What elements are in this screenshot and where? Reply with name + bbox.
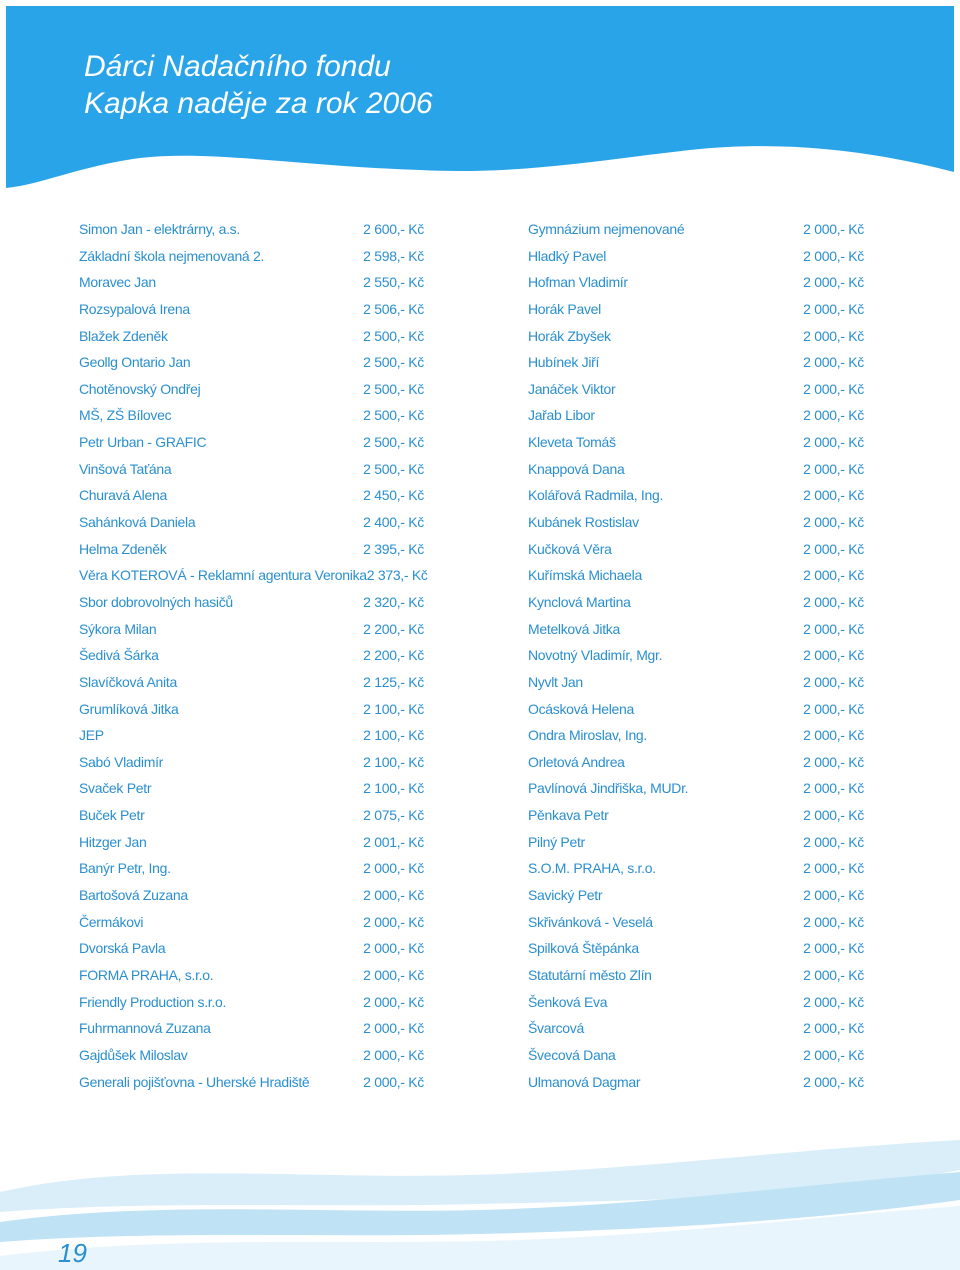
donor-name: Nyvlt Jan <box>528 673 583 690</box>
donor-row <box>79 1069 424 1096</box>
donor-row <box>79 829 424 856</box>
donor-name: Pilný Petr <box>528 833 585 850</box>
donor-row <box>79 935 424 962</box>
donor-name: Kubánek Rostislav <box>528 514 639 531</box>
donor-row <box>528 642 864 669</box>
donor-amount: 2 200,- Kč <box>363 647 424 664</box>
donor-amount: 2 125,- Kč <box>363 673 424 690</box>
donor-row <box>79 429 424 456</box>
donor-row <box>79 882 424 909</box>
donor-row <box>79 456 424 483</box>
donor-name: Churavá Alena <box>79 487 167 504</box>
donor-amount: 2 500,- Kč <box>363 354 424 371</box>
donor-amount: 2 100,- Kč <box>363 700 424 717</box>
donor-amount: 2 400,- Kč <box>363 514 424 531</box>
donor-name: Věra KOTEROVÁ - Reklamní agentura Veronika <box>79 567 367 584</box>
donor-row <box>79 589 424 616</box>
donor-name: Dvorská Pavla <box>79 940 166 957</box>
donor-name: FORMA PRAHA, s.r.o. <box>79 966 214 983</box>
donor-name: Chotěnovský Ondřej <box>79 380 201 397</box>
donor-amount: 2 000,- Kč <box>363 1046 424 1063</box>
donor-row <box>528 616 864 643</box>
donor-row <box>528 935 864 962</box>
donor-amount: 2 395,- Kč <box>363 540 424 557</box>
donor-amount: 2 000,- Kč <box>803 807 864 824</box>
donor-row <box>79 323 424 350</box>
donor-name: Petr Urban - GRAFIC <box>79 434 207 451</box>
donor-row <box>528 989 864 1016</box>
donor-row <box>79 696 424 723</box>
donor-amount: 2 100,- Kč <box>363 727 424 744</box>
donor-row <box>528 962 864 989</box>
donor-row <box>79 1015 424 1042</box>
donor-name: Moravec Jan <box>79 274 156 291</box>
donor-amount: 2 000,- Kč <box>803 620 864 637</box>
donor-amount: 2 000,- Kč <box>803 1073 864 1090</box>
donor-row <box>528 402 864 429</box>
donor-amount: 2 506,- Kč <box>363 300 424 317</box>
donor-row <box>528 216 864 243</box>
donor-row <box>79 722 424 749</box>
page-title <box>84 48 433 122</box>
donor-row <box>528 669 864 696</box>
donor-name: Savický Petr <box>528 887 603 904</box>
donor-name: Švarcová <box>528 1020 584 1037</box>
donor-name: Geollg Ontario Jan <box>79 354 191 371</box>
donor-amount: 2 000,- Kč <box>363 1073 424 1090</box>
donor-row <box>528 749 864 776</box>
donor-name: Ondra Miroslav, Ing. <box>528 727 648 744</box>
donor-name: Knappová Dana <box>528 460 625 477</box>
donor-row <box>528 509 864 536</box>
donor-row <box>79 376 424 403</box>
donor-row <box>528 696 864 723</box>
donor-name: Svaček Petr <box>79 780 152 797</box>
donor-row <box>79 775 424 802</box>
donor-row <box>528 323 864 350</box>
donor-name: Janáček Viktor <box>528 380 616 397</box>
donor-amount: 2 000,- Kč <box>363 887 424 904</box>
donor-name: Bartošová Zuzana <box>79 887 188 904</box>
donor-row <box>528 1015 864 1042</box>
donor-name: Friendly Production s.r.o. <box>79 993 227 1010</box>
donor-row <box>528 429 864 456</box>
donor-name: Kučková Věra <box>528 540 612 557</box>
donor-amount: 2 500,- Kč <box>363 380 424 397</box>
donor-row <box>79 509 424 536</box>
donor-row <box>528 589 864 616</box>
donor-row <box>528 855 864 882</box>
donor-amount: 2 000,- Kč <box>803 913 864 930</box>
donor-amount: 2 075,- Kč <box>363 807 424 824</box>
donor-amount: 2 000,- Kč <box>363 966 424 983</box>
donor-row <box>528 243 864 270</box>
donor-amount: 2 000,- Kč <box>803 460 864 477</box>
donor-row <box>528 802 864 829</box>
donor-name: Hofman Vladimír <box>528 274 628 291</box>
donor-row <box>528 456 864 483</box>
donor-row <box>528 296 864 323</box>
donor-name: Ulmanová Dagmar <box>528 1073 641 1090</box>
donor-amount: 2 000,- Kč <box>803 833 864 850</box>
donor-name: Blažek Zdeněk <box>79 327 168 344</box>
donor-amount: 2 000,- Kč <box>803 593 864 610</box>
donor-name: Hubínek Jiří <box>528 354 600 371</box>
donor-row <box>528 1042 864 1069</box>
donor-row <box>79 269 424 296</box>
donor-name: Kynclová Martina <box>528 593 631 610</box>
donor-name: Sýkora Milan <box>79 620 157 637</box>
donor-amount: 2 001,- Kč <box>363 833 424 850</box>
donor-row <box>79 562 428 589</box>
donor-amount: 2 000,- Kč <box>363 940 424 957</box>
page-number: 19 <box>58 1238 87 1268</box>
donor-amount: 2 500,- Kč <box>363 460 424 477</box>
donor-row <box>528 775 864 802</box>
donor-name: Horák Pavel <box>528 300 601 317</box>
donor-amount: 2 550,- Kč <box>363 274 424 291</box>
donor-row <box>528 536 864 563</box>
donor-amount: 2 320,- Kč <box>363 593 424 610</box>
donor-amount: 2 000,- Kč <box>803 540 864 557</box>
donor-amount: 2 000,- Kč <box>803 887 864 904</box>
donor-name: Pěnkava Petr <box>528 807 609 824</box>
donor-name: MŠ, ZŠ Bílovec <box>79 407 172 424</box>
donor-name: Helma Zdeněk <box>79 540 167 557</box>
donor-amount: 2 100,- Kč <box>363 753 424 770</box>
donor-row <box>79 669 424 696</box>
donor-amount: 2 000,- Kč <box>803 966 864 983</box>
donor-amount: 2 000,- Kč <box>803 274 864 291</box>
donor-amount: 2 000,- Kč <box>803 860 864 877</box>
donor-name: Gajdůšek Miloslav <box>79 1046 188 1063</box>
donor-name: Rozsypalová Irena <box>79 300 190 317</box>
donor-row <box>528 829 864 856</box>
donor-amount: 2 373,- Kč <box>366 567 428 584</box>
donor-row <box>79 616 424 643</box>
donor-name: Novotný Vladimír, Mgr. <box>528 647 663 664</box>
donor-row <box>528 909 864 936</box>
donor-amount: 2 000,- Kč <box>803 727 864 744</box>
donor-name: Kleveta Tomáš <box>528 434 616 451</box>
donor-name: Banýr Petr, Ing. <box>79 860 171 877</box>
donor-amount: 2 000,- Kč <box>363 1020 424 1037</box>
donor-name: Kuřímská Michaela <box>528 567 642 584</box>
donor-name: Základní škola nejmenovaná 2. <box>79 247 265 264</box>
donor-row <box>528 376 864 403</box>
donor-row <box>79 855 424 882</box>
donor-amount: 2 000,- Kč <box>803 434 864 451</box>
donor-row <box>79 243 424 270</box>
donor-name: Hitzger Jan <box>79 833 147 850</box>
donor-name: Jařab Libor <box>528 407 595 424</box>
donor-row <box>79 482 424 509</box>
donor-amount: 2 000,- Kč <box>803 1046 864 1063</box>
donor-name: Vinšová Taťána <box>79 460 172 477</box>
donor-name: Sbor dobrovolných hasičů <box>79 593 233 610</box>
donor-name: JEP <box>79 727 104 744</box>
donor-amount: 2 000,- Kč <box>803 407 864 424</box>
donor-row <box>528 482 864 509</box>
donor-name: Sahánková Daniela <box>79 514 196 531</box>
donor-amount: 2 000,- Kč <box>363 913 424 930</box>
donor-name: Čermákovi <box>79 913 144 930</box>
donor-amount: 2 000,- Kč <box>803 247 864 264</box>
donor-amount: 2 000,- Kč <box>803 221 864 237</box>
donor-name: Spilková Štěpánka <box>528 940 639 957</box>
donor-row <box>528 349 864 376</box>
donor-row <box>528 562 864 589</box>
donor-name: Statutární město Zlín <box>528 966 652 983</box>
donor-name: Kolářová Radmila, Ing. <box>528 487 664 504</box>
donor-amount: 2 000,- Kč <box>803 487 864 504</box>
donor-name: Sabó Vladimír <box>79 753 164 770</box>
donor-amount: 2 500,- Kč <box>363 407 424 424</box>
donor-name: Pavlínová Jindřiška, MUDr. <box>528 780 689 797</box>
donor-amount: 2 100,- Kč <box>363 780 424 797</box>
title-line-2: Kapka naděje za rok 2006 <box>84 87 433 120</box>
donor-name: Fuhrmannová Zuzana <box>79 1020 211 1037</box>
donor-row <box>79 642 424 669</box>
donor-amount: 2 000,- Kč <box>803 700 864 717</box>
donor-row <box>79 909 424 936</box>
donor-amount: 2 598,- Kč <box>363 247 424 264</box>
donor-row <box>528 882 864 909</box>
donor-row <box>528 1069 864 1096</box>
donor-name: Gymnázium nejmenované <box>528 221 685 237</box>
donor-row <box>79 1042 424 1069</box>
donor-amount: 2 000,- Kč <box>803 380 864 397</box>
donor-amount: 2 000,- Kč <box>803 647 864 664</box>
donor-amount: 2 000,- Kč <box>803 673 864 690</box>
donor-amount: 2 000,- Kč <box>803 354 864 371</box>
donor-amount: 2 500,- Kč <box>363 434 424 451</box>
donor-list-left <box>79 216 428 1095</box>
donor-name: Grumlíková Jitka <box>79 700 179 717</box>
donor-name: Skřivánková - Veselá <box>528 913 653 930</box>
donor-amount: 2 000,- Kč <box>803 300 864 317</box>
donor-name: Metelková Jitka <box>528 620 620 637</box>
donor-name: Slavíčková Anita <box>79 673 177 690</box>
donor-amount: 2 000,- Kč <box>803 993 864 1010</box>
donor-amount: 2 000,- Kč <box>803 1020 864 1037</box>
donor-name: Šenková Eva <box>528 993 608 1010</box>
donor-amount: 2 000,- Kč <box>803 753 864 770</box>
donor-name: S.O.M. PRAHA, s.r.o. <box>528 860 656 877</box>
donor-row <box>79 216 424 243</box>
donor-name: Generali pojišťovna - Uherské Hradiště <box>79 1073 310 1090</box>
footer-wave-decoration <box>0 1130 960 1270</box>
donor-name: Simon Jan - elektrárny, a.s. <box>79 221 240 237</box>
donor-name: Buček Petr <box>79 807 145 824</box>
title-line-1: Dárci Nadačního fondu <box>84 50 391 83</box>
donor-row <box>79 402 424 429</box>
donor-name: Hladký Pavel <box>528 247 607 264</box>
donor-amount: 2 000,- Kč <box>363 860 424 877</box>
donor-list-right <box>528 216 864 1095</box>
donor-amount: 2 200,- Kč <box>363 620 424 637</box>
donor-amount: 2 000,- Kč <box>363 993 424 1010</box>
donor-row <box>79 802 424 829</box>
donor-name: Švecová Dana <box>528 1046 616 1063</box>
donor-name: Orletová Andrea <box>528 753 625 770</box>
donor-amount: 2 000,- Kč <box>803 940 864 957</box>
donor-amount: 2 000,- Kč <box>803 780 864 797</box>
donor-amount: 2 000,- Kč <box>803 327 864 344</box>
donor-row <box>79 962 424 989</box>
donor-row <box>79 296 424 323</box>
donor-amount: 2 500,- Kč <box>363 327 424 344</box>
donor-amount: 2 000,- Kč <box>803 567 864 584</box>
donor-row <box>528 722 864 749</box>
donor-name: Ocásková Helena <box>528 700 635 717</box>
donor-amount: 2 000,- Kč <box>803 514 864 531</box>
donor-name: Šedivá Šárka <box>79 647 159 664</box>
donor-name: Horák Zbyšek <box>528 327 611 344</box>
donor-amount: 2 600,- Kč <box>363 221 424 237</box>
donor-row <box>79 536 424 563</box>
donor-row <box>79 749 424 776</box>
donor-row <box>79 349 424 376</box>
donor-row <box>79 989 424 1016</box>
donor-row <box>528 269 864 296</box>
donor-amount: 2 450,- Kč <box>363 487 424 504</box>
